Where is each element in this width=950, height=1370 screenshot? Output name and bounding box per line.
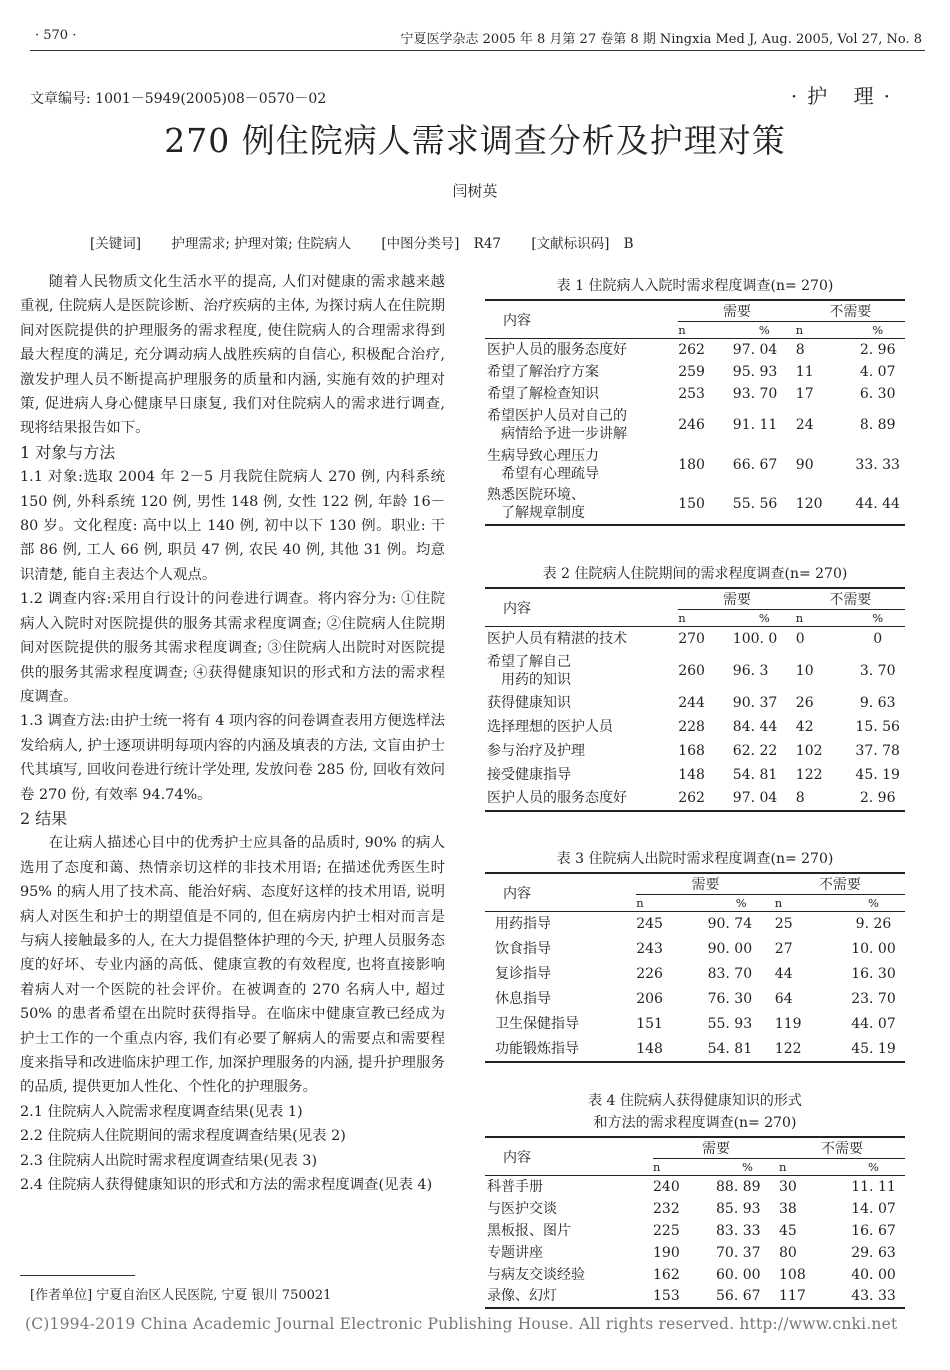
table-row xyxy=(485,485,905,525)
t2-header-need: 需要 xyxy=(722,592,751,608)
t4-subheader-pct: % xyxy=(716,1159,779,1176)
t1-subheader-pct: % xyxy=(850,322,905,339)
row-label-line: 专题讲座 xyxy=(487,1244,543,1261)
table-row xyxy=(485,1220,905,1242)
row-label-line: 黑板报、图片 xyxy=(487,1222,571,1239)
t2-subheader-n: n xyxy=(678,610,733,627)
t1-subheader-n: n xyxy=(678,322,733,339)
table-row xyxy=(485,715,905,739)
keywords-label: [关键词] xyxy=(90,236,142,252)
need-pct: 85. 93 xyxy=(716,1200,761,1217)
noneed-n: 0 xyxy=(795,630,805,647)
row-label xyxy=(485,787,678,811)
section-2-heading: 2 结果 xyxy=(20,808,68,828)
table-row xyxy=(485,383,905,405)
table-row xyxy=(485,912,905,937)
row-label-line: 医护人员的服务态度好 xyxy=(487,790,627,806)
noneed-pct: 44. 44 xyxy=(855,496,900,512)
row-label-line: 参与治疗及护理 xyxy=(487,742,585,759)
row-label xyxy=(485,937,636,962)
row-label xyxy=(485,627,678,651)
results-paragraph: 在让病人描述心目中的优秀护士应具备的品质时, 90% 的病人选用了态度和蔼、热情亲切这样的非技术用语; 在描述优秀医生时 95% 的病人用了技术高、能治好病、态度好这样的技术用语, 说明病人对医生和护士的期望值是不同的, 但在病房内护士相对而言是与病人接触最多的人, 在大力提倡整体护理的今天, 护理人员服务态度的好坏、专业内涵的高低、健康宣教的有效程度, 也将直接影响着病人对一个医院的社会评价。在被调查的 270 名病人中, 超过 50% 的患者希望在出院时获得指导。在临床中健康宣教已经成为护士工作的一个重点内容, 我们有必要了解病人的需要点和需要程度来指导和改进临床护理工作, 加深护理服务的内涵, 提升护理服务的品质, 提供更加人性化、个性化的护理服务。 xyxy=(20,835,445,1096)
journal-header: 宁夏医学杂志 2005 年 8 月第 27 卷第 8 期 Ningxia Med J, Aug. 2005, Vol 27, No. 8 xyxy=(400,32,922,47)
noneed-pct: 15. 56 xyxy=(855,718,900,735)
table-row xyxy=(485,1242,905,1264)
row-label xyxy=(485,485,678,525)
noneed-pct: 6. 30 xyxy=(859,385,896,402)
need-n: 246 xyxy=(678,416,705,433)
need-pct: 90. 00 xyxy=(707,941,753,957)
t4-subheader-pct: % xyxy=(842,1159,905,1176)
section-1-2-text: 采用自行设计的问卷进行调查。将内容分为: ①住院病人入院时对医院提供的服务其需求程度调查; ②住院病人住院期间对医院提供的服务其需求程度调查; ③住院病人出院时对医院提供的服务其需求程度调查; ④获得健康知识的形式和方法的需求程度调查。 xyxy=(20,591,445,705)
table-row xyxy=(485,691,905,715)
noneed-pct: 40. 00 xyxy=(851,1266,896,1283)
keywords-line xyxy=(90,232,660,252)
need-pct: 91. 11 xyxy=(732,416,778,433)
row-label-line: 与医护交谈 xyxy=(487,1200,557,1217)
row-label-line: 与病友交谈经验 xyxy=(487,1266,585,1283)
noneed-pct: 3. 70 xyxy=(859,662,896,679)
t3-subheader-pct: % xyxy=(842,895,905,912)
table-row xyxy=(485,787,905,811)
row-label xyxy=(485,383,678,405)
row-label xyxy=(485,1286,653,1308)
section-1-2-label: 1.2 调查内容: xyxy=(20,591,112,608)
need-n: 240 xyxy=(653,1178,680,1195)
need-pct: 90. 74 xyxy=(707,916,753,933)
row-label-line: 功能锻炼指导 xyxy=(495,1040,579,1057)
row-label-line: 饮食指导 xyxy=(495,941,551,957)
table-4-grid xyxy=(485,1136,905,1309)
table-row xyxy=(485,627,905,651)
t3-subheader-pct: % xyxy=(708,895,775,912)
row-label xyxy=(485,739,678,763)
row-label xyxy=(485,962,636,987)
noneed-pct: 43. 33 xyxy=(851,1288,896,1304)
noneed-n: 30 xyxy=(779,1178,797,1195)
need-n: 190 xyxy=(653,1244,680,1261)
need-pct: 62. 22 xyxy=(732,742,778,759)
noneed-pct: 16. 30 xyxy=(851,966,896,982)
noneed-pct: 37. 78 xyxy=(855,742,900,759)
noneed-pct: 44. 07 xyxy=(851,1016,896,1032)
t2-subheader-pct: % xyxy=(733,610,796,627)
noneed-pct: 10. 00 xyxy=(851,941,896,957)
table-4-caption-1: 表 4 住院病人获得健康知识的形式 xyxy=(588,1093,802,1109)
need-n: 232 xyxy=(653,1200,680,1217)
table-row xyxy=(485,405,905,445)
noneed-n: 64 xyxy=(774,991,793,1007)
need-n: 148 xyxy=(678,766,705,783)
table-row xyxy=(485,1198,905,1220)
section-1-1-label: 1.1 对象: xyxy=(20,469,83,486)
need-pct: 97. 04 xyxy=(732,341,778,358)
t3-header-noneed: 不需要 xyxy=(818,877,861,893)
row-label-line: 休息指导 xyxy=(495,991,551,1007)
need-pct: 56. 67 xyxy=(716,1288,761,1304)
row-label xyxy=(485,651,678,691)
section-2-4: 2.4 住院病人获得健康知识的形式和方法的需求程度调查(见表 4) xyxy=(20,1177,433,1194)
row-label xyxy=(485,1220,653,1242)
row-label xyxy=(485,1264,653,1286)
need-pct: 55. 56 xyxy=(732,496,778,512)
row-label xyxy=(485,445,678,485)
need-pct: 96. 3 xyxy=(732,662,769,679)
row-label-line: 卫生保健指导 xyxy=(495,1016,579,1032)
row-label-line: 用药的知识 xyxy=(501,671,571,688)
t3-header-content: 内容 xyxy=(485,873,636,912)
noneed-n: 8 xyxy=(795,790,805,806)
noneed-pct: 29. 63 xyxy=(851,1244,896,1261)
need-pct: 70. 37 xyxy=(716,1244,761,1261)
row-label-line: 熟悉医院环境、 xyxy=(487,487,585,503)
noneed-pct: 2. 96 xyxy=(859,341,896,358)
row-label-line: 希望医护人员对自己的 xyxy=(487,407,627,424)
need-n: 270 xyxy=(678,630,705,647)
t2-header-noneed: 不需要 xyxy=(829,592,872,608)
section-tag: ·护 理· xyxy=(790,84,900,108)
table-3-grid xyxy=(485,872,905,1063)
noneed-n: 80 xyxy=(779,1244,797,1261)
noneed-pct: 16. 67 xyxy=(851,1222,896,1239)
t1-header-content: 内容 xyxy=(485,300,678,339)
row-label-line: 生病导致心理压力 xyxy=(487,447,599,464)
row-label-line: 录像、幻灯 xyxy=(487,1288,557,1304)
row-label-line: 希望了解检查知识 xyxy=(487,385,599,402)
noneed-n: 122 xyxy=(795,766,823,783)
need-n: 244 xyxy=(678,694,705,711)
table-row xyxy=(485,339,905,361)
noneed-pct: 0 xyxy=(873,630,883,647)
t4-subheader-n: n xyxy=(653,1159,716,1176)
need-n: 206 xyxy=(636,991,663,1007)
t3-subheader-n: n xyxy=(775,895,842,912)
row-label-line: 医护人员有精湛的技术 xyxy=(487,630,627,647)
noneed-n: 120 xyxy=(795,496,823,512)
need-pct: 95. 93 xyxy=(732,363,778,380)
need-pct: 90. 37 xyxy=(732,694,778,711)
noneed-n: 8 xyxy=(795,341,805,358)
table-2-grid xyxy=(485,587,905,812)
table-row xyxy=(485,1286,905,1308)
need-n: 168 xyxy=(678,742,705,759)
table-row xyxy=(485,937,905,962)
row-label xyxy=(485,691,678,715)
row-label xyxy=(485,1012,636,1037)
noneed-n: 38 xyxy=(779,1200,797,1217)
table-4 xyxy=(485,1090,905,1309)
row-label-line: 科普手册 xyxy=(487,1178,543,1195)
row-label xyxy=(485,715,678,739)
body-column xyxy=(20,270,445,1197)
noneed-pct: 4. 07 xyxy=(859,363,896,380)
t1-header-noneed: 不需要 xyxy=(829,304,872,320)
noneed-pct: 9. 26 xyxy=(855,916,892,933)
row-label xyxy=(485,361,678,383)
row-label xyxy=(485,912,636,937)
table-2 xyxy=(485,563,905,812)
section-2-1: 2.1 住院病人入院需求程度调查结果(见表 1) xyxy=(20,1103,303,1120)
noneed-n: 117 xyxy=(779,1288,806,1304)
need-pct: 93. 70 xyxy=(732,385,778,402)
table-row xyxy=(485,1012,905,1037)
section-1-3-label: 1.3 调查方法: xyxy=(20,713,110,730)
table-1-caption: 表 1 住院病人入院时需求程度调查(n= 270) xyxy=(556,278,834,294)
table-row xyxy=(485,1264,905,1286)
row-label-line: 选择理想的医护人员 xyxy=(487,718,613,735)
row-label-line: 病情给予进一步讲解 xyxy=(501,425,627,442)
need-pct: 66. 67 xyxy=(732,456,778,473)
row-label xyxy=(485,1242,653,1264)
t3-header-need: 需要 xyxy=(691,877,720,893)
need-pct: 55. 93 xyxy=(707,1016,753,1032)
row-label-line: 获得健康知识 xyxy=(487,694,571,711)
row-label xyxy=(485,405,678,445)
need-pct: 76. 30 xyxy=(707,991,753,1007)
intro-paragraph: 随着人民物质文化生活水平的提高, 人们对健康的需求越来越重视, 住院病人是医院诊断、治疗疾病的主体, 为探讨病人在住院期间对医院提供的护理服务的需求程度, 使住院病人的合理需求得到最大程度的满足, 充分调动病人战胜疾病的自信心, 积极配合治疗, 激发护理人员不断提高护理服务的质量和内涵, 实施有效的护理对策, 促进病人身心健康早日康复, 我们对住院病人的需求进行调查, 现将结果报告如下。 xyxy=(20,274,445,437)
section-2-2: 2.2 住院病人住院期间的需求程度调查结果(见表 2) xyxy=(20,1128,346,1145)
noneed-n: 108 xyxy=(779,1266,806,1283)
noneed-pct: 9. 63 xyxy=(859,694,896,711)
classification-value: R47 xyxy=(473,236,502,252)
noneed-n: 122 xyxy=(774,1040,802,1057)
noneed-n: 90 xyxy=(795,456,814,473)
table-row xyxy=(485,987,905,1012)
noneed-n: 42 xyxy=(795,718,814,735)
row-label-line: 接受健康指导 xyxy=(487,766,571,783)
need-n: 153 xyxy=(653,1288,680,1304)
article-title: 270 例住院病人需求调查分析及护理对策 xyxy=(164,121,786,160)
need-n: 262 xyxy=(678,790,705,806)
noneed-pct: 14. 07 xyxy=(851,1200,896,1217)
table-row xyxy=(485,1037,905,1062)
section-1-2 xyxy=(20,587,445,709)
row-label-line: 希望了解自己 xyxy=(487,653,571,670)
need-pct: 60. 00 xyxy=(716,1266,761,1283)
footnote-rule xyxy=(20,1275,135,1276)
need-n: 228 xyxy=(678,718,705,735)
noneed-n: 11 xyxy=(795,363,814,380)
need-n: 162 xyxy=(653,1266,680,1283)
need-n: 262 xyxy=(678,341,705,358)
noneed-pct: 11. 11 xyxy=(851,1178,896,1195)
need-n: 150 xyxy=(678,496,705,512)
need-pct: 83. 33 xyxy=(716,1222,761,1239)
row-label xyxy=(485,1198,653,1220)
noneed-n: 45 xyxy=(779,1222,797,1239)
noneed-n: 25 xyxy=(774,916,793,933)
section-1-1 xyxy=(20,465,445,587)
table-3-caption: 表 3 住院病人出院时需求程度调查(n= 270) xyxy=(556,851,834,867)
doc-code-value: B xyxy=(623,236,634,252)
table-3 xyxy=(485,848,905,1063)
t4-header-content: 内容 xyxy=(485,1137,653,1176)
keywords-value: 护理需求; 护理对策; 住院病人 xyxy=(171,236,352,252)
noneed-n: 10 xyxy=(795,662,814,679)
noneed-n: 24 xyxy=(795,416,814,433)
need-n: 148 xyxy=(636,1040,663,1057)
t2-subheader-pct: % xyxy=(850,610,905,627)
t3-subheader-n: n xyxy=(636,895,707,912)
article-number: 文章编号: 1001－5949(2005)08－0570－02 xyxy=(30,91,327,107)
need-n: 225 xyxy=(653,1222,680,1239)
row-label-line: 用药指导 xyxy=(495,916,551,933)
need-pct: 54. 81 xyxy=(732,766,778,783)
table-row xyxy=(485,763,905,787)
t1-header-need: 需要 xyxy=(722,304,751,320)
table-row xyxy=(485,651,905,691)
table-row xyxy=(485,1176,905,1198)
row-label-line: 希望有心理疏导 xyxy=(501,465,599,482)
noneed-pct: 45. 19 xyxy=(855,766,900,783)
need-pct: 97. 04 xyxy=(732,790,778,806)
noneed-pct: 8. 89 xyxy=(859,416,896,433)
row-label xyxy=(485,987,636,1012)
t4-subheader-n: n xyxy=(779,1159,842,1176)
table-row xyxy=(485,361,905,383)
t4-header-noneed: 不需要 xyxy=(821,1141,863,1157)
noneed-pct: 45. 19 xyxy=(851,1040,896,1057)
doc-code-label: [文献标识码] xyxy=(531,236,610,252)
section-1-3 xyxy=(20,709,445,807)
noneed-pct: 2. 96 xyxy=(859,790,896,806)
need-n: 245 xyxy=(636,916,663,933)
table-2-caption: 表 2 住院病人住院期间的需求程度调查(n= 270) xyxy=(542,566,848,582)
section-1-3-text: 由护士统一将有 4 项内容的问卷调查表用方便选样法发给病人, 护士逐项讲明每项内容的内涵及填表的方法, 文盲由护士代其填写, 回收问卷进行统计学处理, 发放问卷 285 份, 回收有效问卷 270 份, 有效率 94.74%。 xyxy=(20,713,446,803)
section-1-1-text: 选取 2004 年 2－5 月我院住院病人 270 例, 内科系统 150 例, 外科系统 120 例, 男性 148 例, 女性 122 例, 年龄 16－80 岁。文化程度: 高中以上 140 例, 初中以下 130 例。职业: 干部 86 例, 工人 66 例, 职员 47 例, 农民 40 例, 其他 31 例。均意识清楚, 能自主表达个人观点。 xyxy=(20,469,446,583)
section-2-3: 2.3 住院病人出院时需求程度调查结果(见表 3) xyxy=(20,1152,318,1169)
noneed-pct: 23. 70 xyxy=(851,991,896,1007)
t2-subheader-n: n xyxy=(796,610,851,627)
t1-subheader-n: n xyxy=(796,322,851,339)
row-label-line: 了解规章制度 xyxy=(501,505,585,521)
noneed-n: 119 xyxy=(774,1016,802,1032)
table-row xyxy=(485,739,905,763)
copyright-footer: (C)1994-2019 China Academic Journal Electronic Publishing House. All rights reserved. http://www.cnki.net xyxy=(25,1315,898,1333)
need-n: 151 xyxy=(636,1016,663,1032)
row-label xyxy=(485,339,678,361)
row-label-line: 希望了解治疗方案 xyxy=(487,363,599,380)
need-pct: 88. 89 xyxy=(716,1178,761,1195)
t1-subheader-pct: % xyxy=(733,322,796,339)
author-unit: [作者单位] 宁夏自治区人民医院, 宁夏 银川 750021 xyxy=(30,1288,332,1303)
need-n: 259 xyxy=(678,363,705,380)
need-pct: 83. 70 xyxy=(707,966,753,982)
row-label xyxy=(485,1037,636,1062)
need-n: 260 xyxy=(678,662,705,679)
t2-header-content: 内容 xyxy=(485,588,678,627)
noneed-n: 27 xyxy=(774,941,793,957)
page-number: · 570 · xyxy=(35,28,77,43)
row-label xyxy=(485,763,678,787)
noneed-n: 102 xyxy=(795,742,823,759)
need-pct: 84. 44 xyxy=(732,718,778,735)
table-1 xyxy=(485,275,905,526)
noneed-n: 26 xyxy=(795,694,814,711)
table-1-grid xyxy=(485,299,905,526)
need-n: 180 xyxy=(678,456,705,473)
need-pct: 100. 0 xyxy=(732,630,778,647)
row-label-line: 复诊指导 xyxy=(495,966,551,982)
table-row xyxy=(485,445,905,485)
row-label-line: 医护人员的服务态度好 xyxy=(487,341,627,358)
need-n: 243 xyxy=(636,941,663,957)
classification-label: [中图分类号] xyxy=(381,236,460,252)
header-rule xyxy=(30,50,925,51)
noneed-n: 17 xyxy=(795,385,814,402)
table-4-caption-2: 和方法的需求程度调查(n= 270) xyxy=(593,1115,797,1131)
need-n: 226 xyxy=(636,966,663,982)
need-n: 253 xyxy=(678,385,705,402)
row-label xyxy=(485,1176,653,1198)
noneed-n: 44 xyxy=(774,966,793,982)
noneed-pct: 33. 33 xyxy=(855,456,900,473)
section-1-heading: 1 对象与方法 xyxy=(20,442,116,462)
table-row xyxy=(485,962,905,987)
t4-header-need: 需要 xyxy=(702,1141,730,1157)
need-pct: 54. 81 xyxy=(707,1040,753,1057)
author-name: 闫树英 xyxy=(452,182,498,200)
